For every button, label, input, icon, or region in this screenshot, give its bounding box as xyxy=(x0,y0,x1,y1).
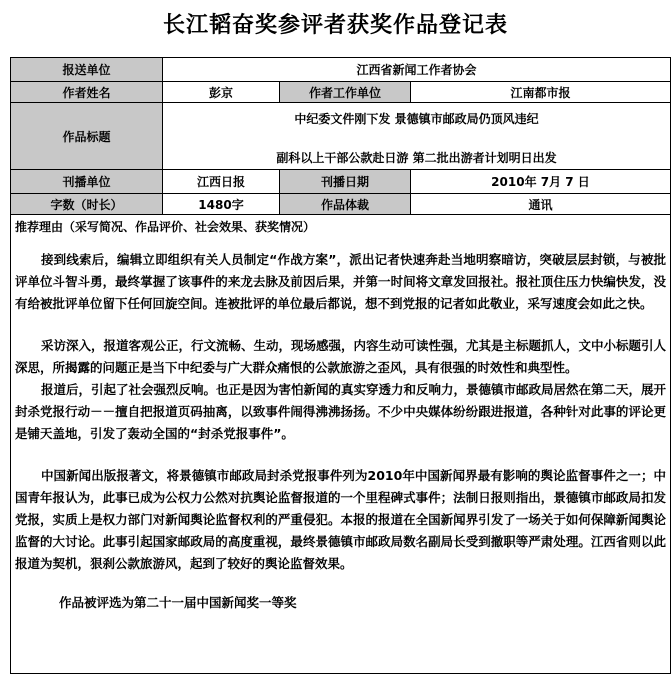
row-work-title xyxy=(11,103,671,170)
submit-unit-value: 江西省新闻工作者协会 xyxy=(163,58,671,82)
work-title-line-1: 中纪委文件刚下发 景德镇市邮政局仍顶风违纪 xyxy=(294,111,539,126)
recommendation-heading: 推荐理由（采写简况、作品评价、社会效果、获奖情况） xyxy=(15,220,316,234)
work-title-value xyxy=(163,103,671,170)
row-publish xyxy=(11,170,671,194)
word-count-value: 1480字 xyxy=(163,194,280,215)
recommendation-section xyxy=(11,215,671,674)
award-statement: 作品被评选为第二十一届中国新闻奖一等奖 xyxy=(59,595,297,610)
recommendation-paragraph: 中国新闻出版报著文，将景德镇市邮政局封杀党报事件列为2010年中国新闻界最有影响的舆论监督事件之一；中国青年报认为，此事已成为公权力公然对抗舆论监督报道的一个里程碑式事件；法制日报则指出，景德镇市邮政局扣发党报，实质上是权力部门对新闻舆论监督权利的严重侵犯。本报的报道在全国新闻界引发了一场关于如何保障新闻舆论监督的大讨论。此事引起国家邮政局的高度重视，最终景德镇市邮政局数名副局长受到撤职等严肃处理。江西省则以此报道为契机，狠刹公款旅游风，起到了较好的舆论监督效果。 xyxy=(15,468,666,571)
form-title: 长江韬奋奖参评者获奖作品登记表 xyxy=(162,13,508,38)
row-author xyxy=(11,82,671,103)
publish-unit-value: 江西日报 xyxy=(163,170,280,194)
submit-unit-label: 报送单位 xyxy=(11,58,163,82)
work-title-label: 作品标题 xyxy=(11,103,163,170)
work-title-line-2: 副科以上干部公款赴日游 第二批出游者计划明日出发 xyxy=(276,150,557,165)
word-count-label: 字数（时长） xyxy=(11,194,163,215)
recommendation-paragraph: 采访深入，报道客观公正，行文流畅、生动，现场感强，内容生动可读性强，尤其是主标题抓人，文中小标题引人深思，所揭露的问题正是当下中纪委与广大群众痛恨的公款旅游之歪风，具有很强的时效性和典型性。 xyxy=(15,338,667,375)
recommendation-paragraph: 接到线索后，编辑立即组织有关人员制定“作战方案”，派出记者快速奔赴当地明察暗访，突破层层封锁，与被批评单位斗智斗勇，最终掌握了该事件的来龙去脉及前因后果，并第一时间将文章发回报社。报社顶住压力快编快发，没有给被批评单位留下任何回旋空间。连被批评的单位最后都说，想不到党报的记者如此敬业，采写速度会如此之快。 xyxy=(15,252,666,311)
publish-date-value: 2010年 7月 7 日 xyxy=(411,170,671,194)
author-name-value: 彭京 xyxy=(163,82,280,103)
row-reason xyxy=(11,215,671,674)
publish-date-label: 刊播日期 xyxy=(280,170,411,194)
author-unit-label: 作者工作单位 xyxy=(280,82,411,103)
author-name-label: 作者姓名 xyxy=(11,82,163,103)
publish-unit-label: 刊播单位 xyxy=(11,170,163,194)
row-submit-unit xyxy=(11,58,671,82)
registration-form xyxy=(10,57,671,674)
genre-label: 作品体裁 xyxy=(280,194,411,215)
genre-value: 通讯 xyxy=(411,194,671,215)
recommendation-paragraph: 报道后，引起了社会强烈反响。也正是因为害怕新闻的真实穿透力和反响力，景德镇市邮政局居然在第二天，展开封杀党报行动－－擅自把报道页码抽离，以致事件闹得沸沸扬扬。不少中央媒体纷纷跟进报道，各种针对此事的评论更是铺天盖地，引发了轰动全国的“封杀党报事件”。 xyxy=(15,382,667,441)
author-unit-value: 江南都市报 xyxy=(411,82,671,103)
row-word-count xyxy=(11,194,671,215)
